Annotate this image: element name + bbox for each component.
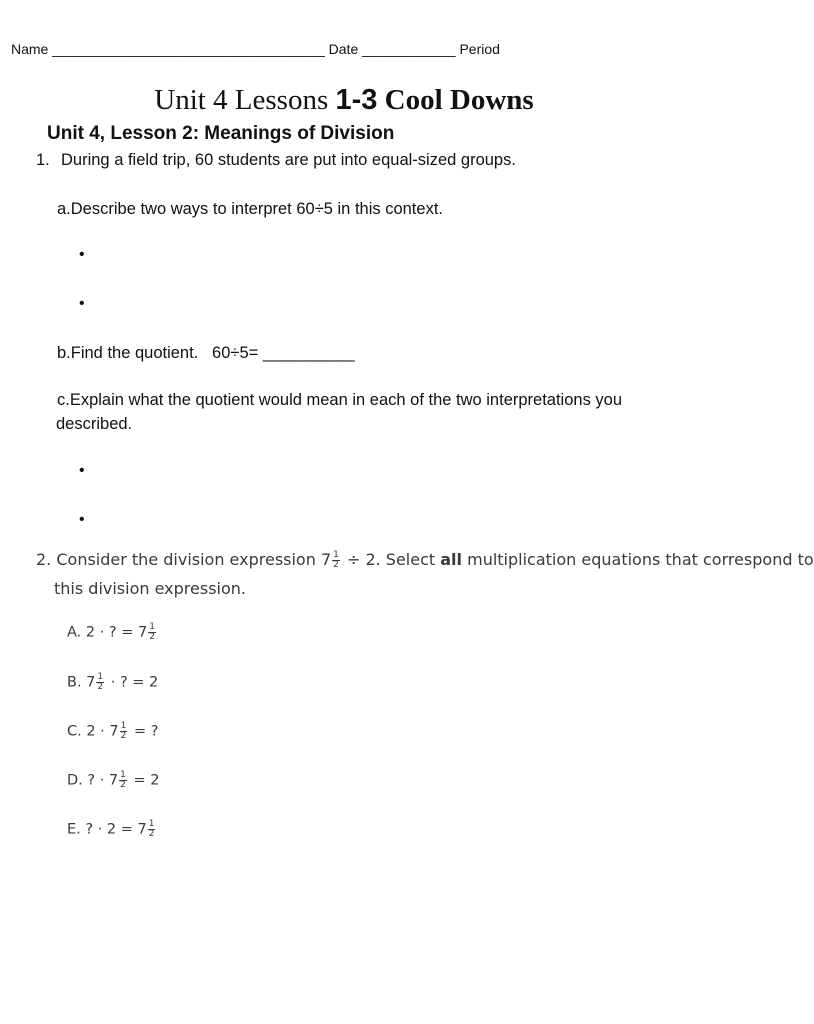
q2-prompt-bold: all	[440, 550, 463, 569]
question1-part-c-line1: c.Explain what the quotient would mean in each of the two interpretations you	[57, 391, 623, 409]
title-suffix: Cool Downs	[384, 84, 534, 116]
option-a[interactable]: A. 2 · ? = 7 $\frac{1}{2}$	[67, 622, 155, 642]
page-title	[0, 84, 688, 117]
question1-part-c-line2: described.	[56, 415, 133, 433]
question1-part-b	[57, 344, 355, 363]
option-d[interactable]: D. ? · 7 $\frac{1}{2}$ = 2	[67, 770, 160, 790]
answer-bullet-4: •	[79, 511, 85, 528]
question2-prompt-line2: this division expression.	[54, 579, 246, 598]
period-label: Period	[459, 41, 500, 57]
question1-part-a: a.Describe two ways to interpret 60÷5 in this context.	[57, 200, 443, 218]
answer-bullet-2: •	[79, 295, 85, 312]
option-c[interactable]: C. 2 · 7 $\frac{1}{2}$ = ?	[67, 721, 159, 741]
fraction-one-half: $\frac{1}{2}$	[120, 721, 127, 741]
name-label: Name	[11, 41, 49, 57]
fraction-one-half: $\frac{1}{2}$	[149, 622, 155, 642]
q2-prompt-after-frac: ÷ 2. Select	[346, 550, 436, 569]
answer-bullet-3: •	[79, 462, 85, 479]
date-label: Date	[328, 41, 359, 57]
fraction-one-half: $\frac{1}{2}$	[333, 550, 339, 570]
part-b-answer-blank[interactable]: __________	[262, 344, 355, 362]
q2-prompt-start: 2. Consider the division expression 7	[36, 550, 332, 569]
part-b-label: b.Find the quotient.	[57, 344, 199, 362]
part-b-expression: 60÷5=	[212, 344, 259, 362]
option-b[interactable]: B. 7 $\frac{1}{2}$ · ? = 2	[67, 672, 159, 692]
header-line	[11, 41, 500, 57]
answer-bullet-1: •	[79, 246, 85, 263]
question1-number: 1.	[36, 151, 50, 169]
question2-prompt-line1	[36, 550, 814, 570]
title-numbers: 1-3	[335, 84, 378, 116]
q2-prompt-end: multiplication equations that correspond to	[467, 550, 814, 569]
option-e[interactable]: E. ? · 2 = 7 $\frac{1}{2}$	[67, 819, 155, 839]
question1-prompt: During a field trip, 60 students are put into equal-sized groups.	[61, 151, 516, 169]
date-blank: ____________	[362, 41, 456, 57]
fraction-one-half: $\frac{1}{2}$	[120, 770, 126, 790]
title-prefix: Unit 4 Lessons	[154, 84, 329, 116]
lesson-heading: Unit 4, Lesson 2: Meanings of Division	[47, 123, 395, 144]
fraction-one-half: $\frac{1}{2}$	[97, 672, 104, 692]
fraction-one-half: $\frac{1}{2}$	[148, 819, 155, 839]
name-blank: ___________________________________	[52, 41, 325, 57]
